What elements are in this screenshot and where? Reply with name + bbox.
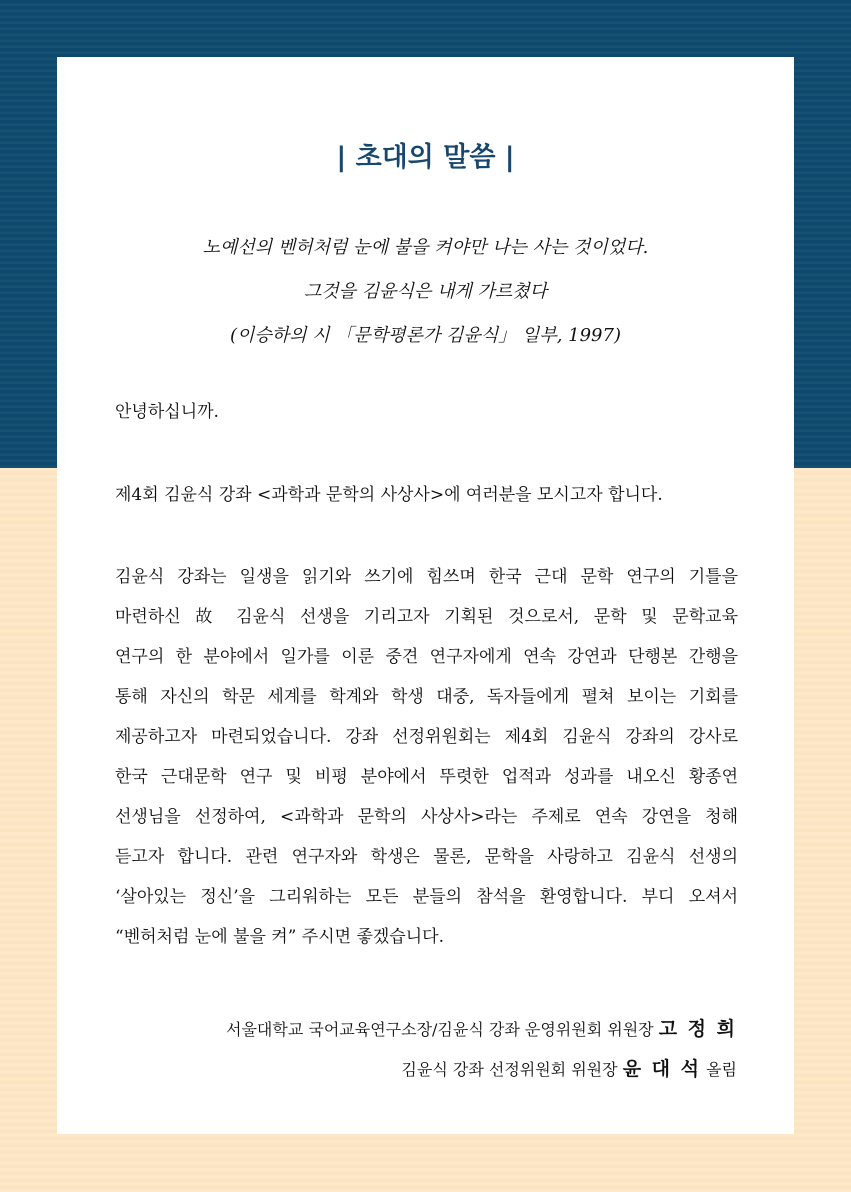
signer-name-2: 윤 대 석: [622, 1058, 701, 1080]
body-line: ‘살아있는 정신’을 그리워하는 모든 분들의 참석을 환영합니다. 부디 오셔서: [115, 887, 738, 907]
body-line: 한국 근대문학 연구 및 비평 분야에서 뚜렷한 업적과 성과를 내오신 황종연: [115, 767, 738, 787]
signature-closing: 올림: [706, 1060, 737, 1079]
poem-source: (이승하의 시 「문학평론가 김윤식」 일부, 1997): [229, 325, 621, 346]
body-paragraph: [115, 557, 738, 957]
poem-quote: [0, 226, 851, 358]
body-line: 선생님을 선정하여, <과학과 문학의 사상사>라는 주제로 연속 강연을 청해: [115, 807, 738, 827]
signature-line-2: [115, 1054, 737, 1081]
body-line: 마련하신 故 김윤식 선생을 기리고자 기획된 것으로서, 문학 및 문학교육: [115, 607, 738, 627]
signature-role-1: 서울대학교 국어교육연구소장/김윤식 강좌 운영위원회 위원장: [226, 1020, 654, 1039]
invitation-sentence: 제4회 김윤식 강좌 <과학과 문학의 사상사>에 여러분을 모시고자 합니다.: [115, 485, 663, 505]
body-line: 듣고자 합니다. 관련 연구자와 학생은 물론, 문학을 사랑하고 김윤식 선생의: [115, 847, 738, 867]
greeting-text: 안녕하십니까.: [115, 402, 219, 422]
page-title: | 초대의 말씀 |: [336, 142, 515, 173]
signature-role-2: 김윤식 강좌 선정위원회 위원장: [401, 1060, 618, 1079]
body-line: 제공하고자 마련되었습니다. 강좌 선정위원회는 제4회 김윤식 강좌의 강사로: [115, 727, 738, 747]
signer-name-1: 고 정 희: [658, 1018, 737, 1040]
body-line: 통해 자신의 학문 세계를 학계와 학생 대중, 독자들에게 펼쳐 보이는 기회를: [115, 687, 738, 707]
poem-line: 노예선의 벤허처럼 눈에 불을 켜야만 나는 사는 것이었다.: [202, 237, 649, 258]
body-line: 연구의 한 분야에서 일가를 이룬 중견 연구자에게 연속 강연과 단행본 간행을: [115, 647, 738, 667]
signature-line-1: [115, 1014, 737, 1041]
poem-line: 그것을 김윤식은 내게 가르쳤다: [303, 281, 548, 302]
body-line: 김윤식 강좌는 일생을 읽기와 쓰기에 힘쓰며 한국 근대 문학 연구의 기틀을: [115, 567, 738, 587]
body-line: “벤허처럼 눈에 불을 켜” 주시면 좋겠습니다.: [115, 927, 444, 947]
